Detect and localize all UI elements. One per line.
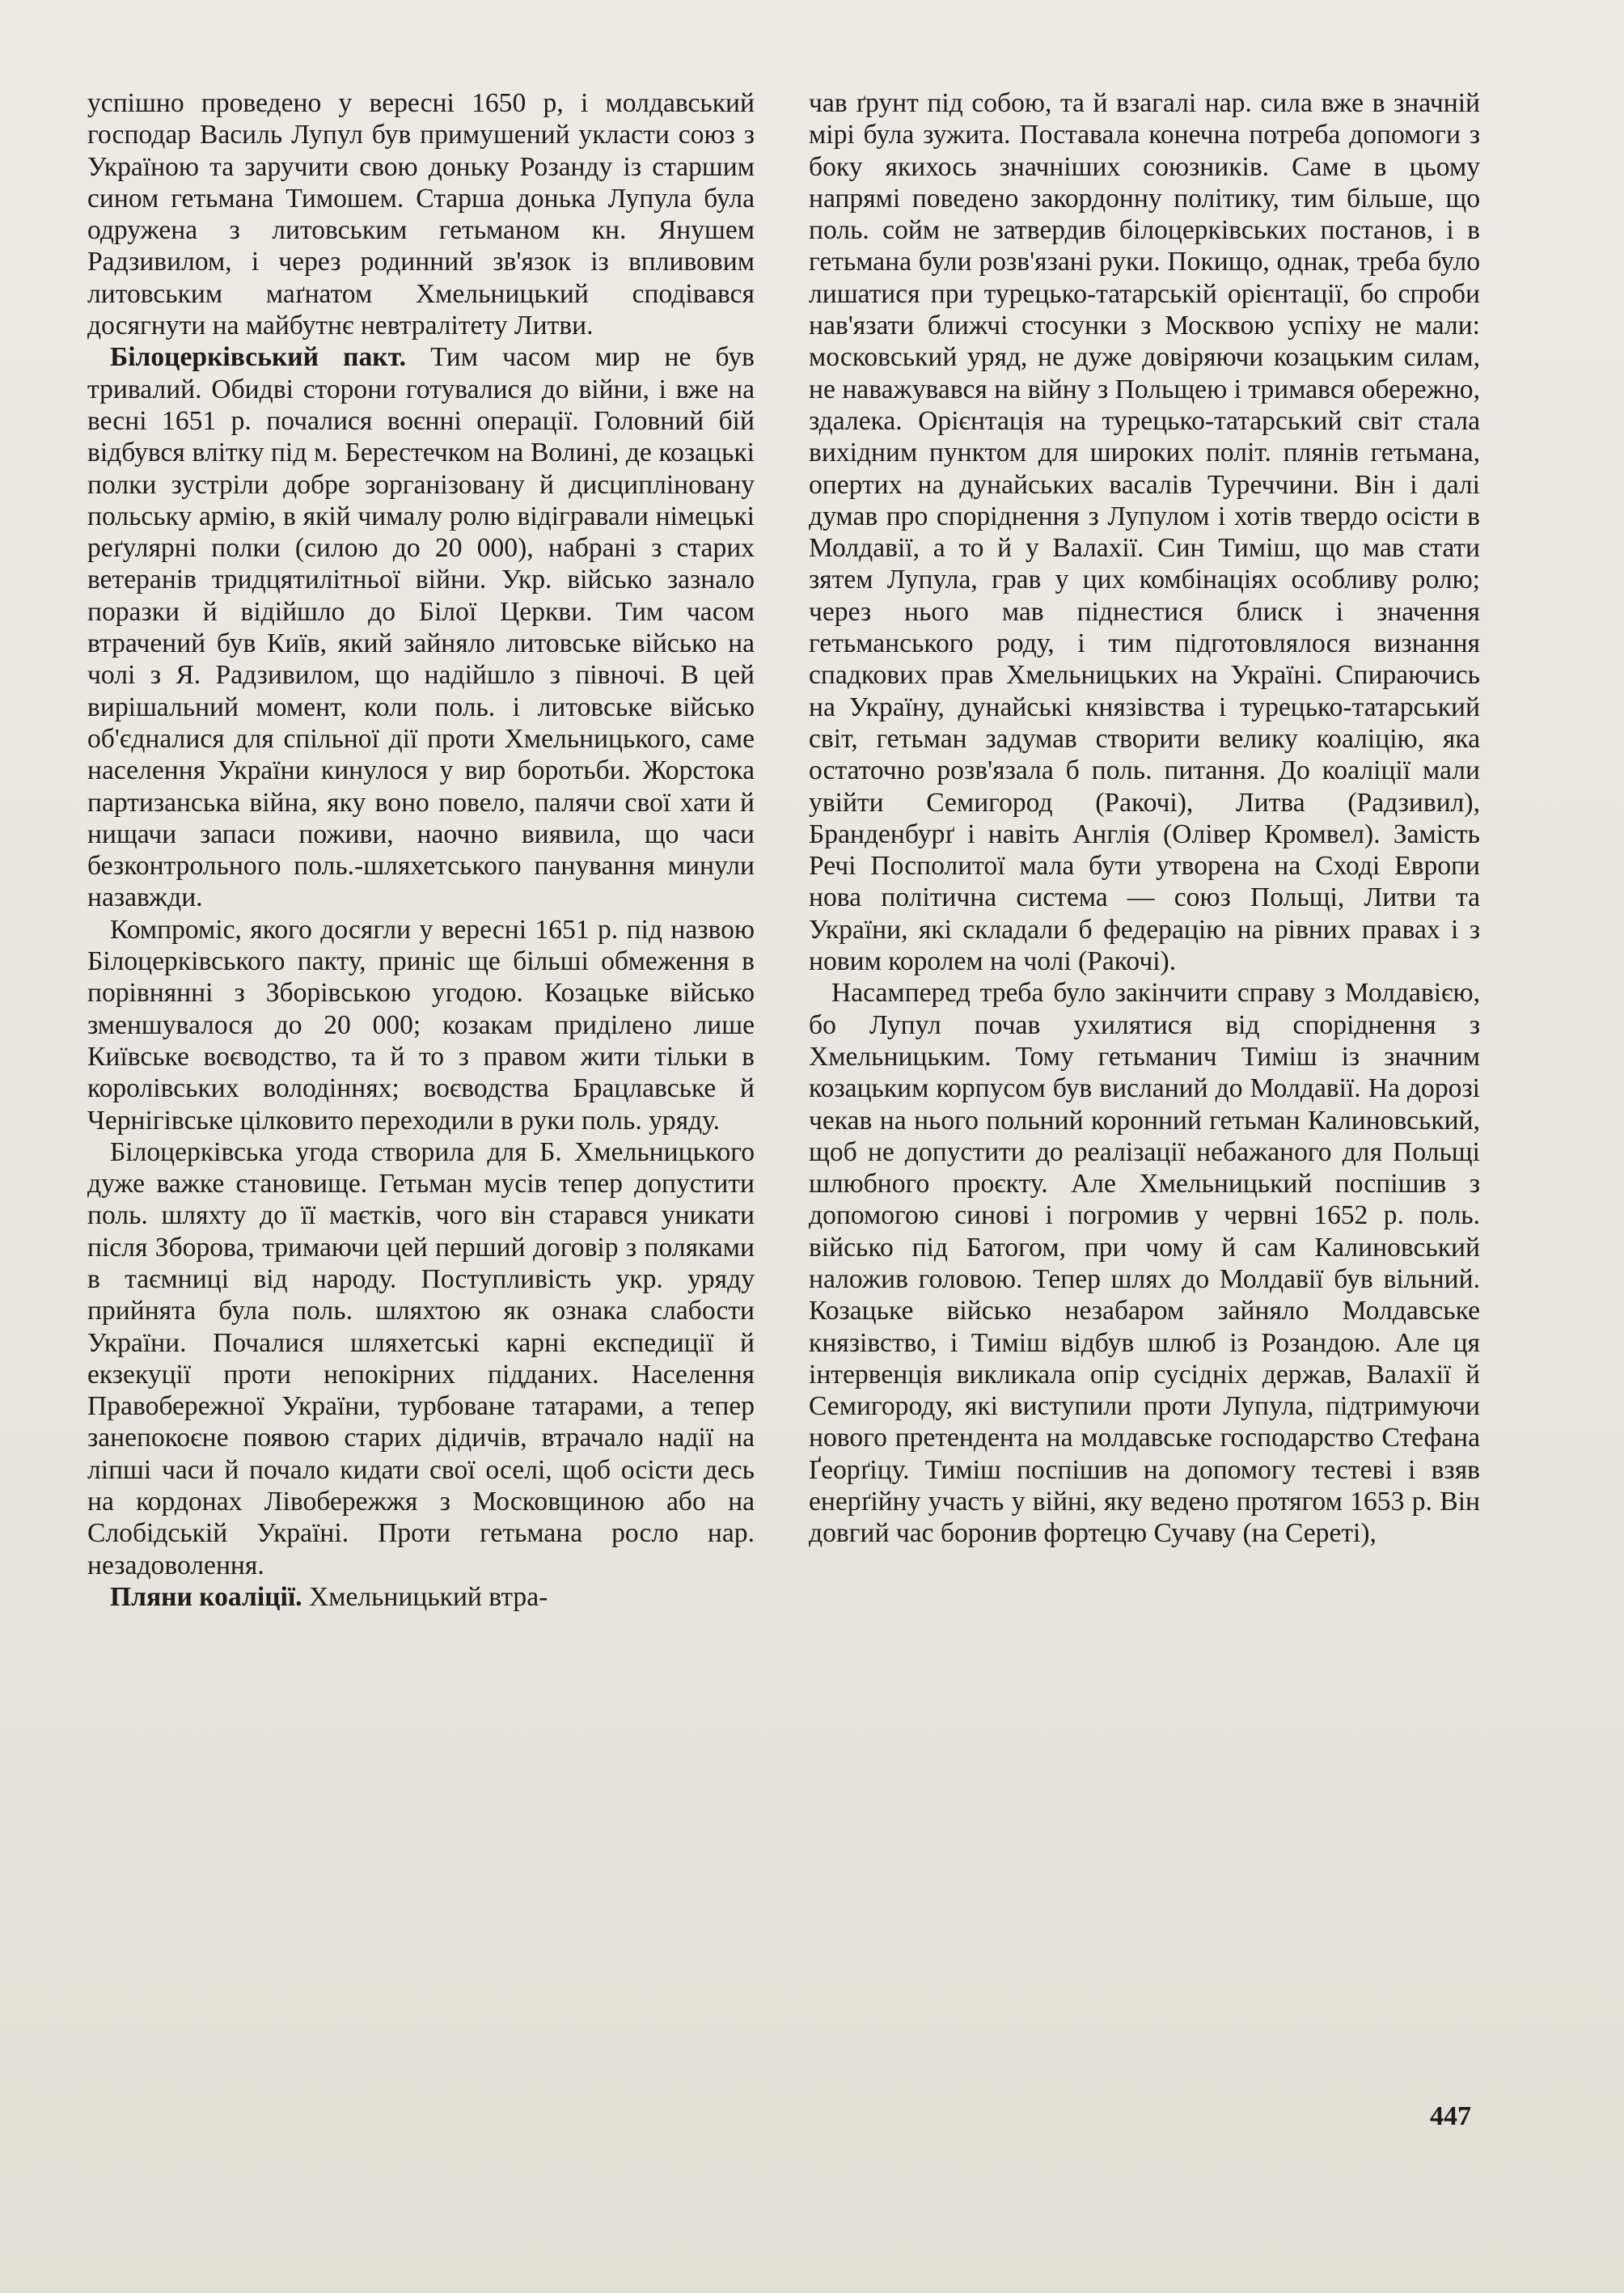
right-column: [809, 87, 1480, 1550]
paragraph-moldavian-campaign: Насамперед треба було закінчити справу з Молдавією, бо Лупул почав ухилятися від споріднення з Хмельницьким. Тому гетьманич Тиміш із значним козацьким корпусом був висланий до Молдавії. На дорозі чекав на нього польний коронний гетьман Калиновський, щоб не допустити до реалізації небажаного для Польщі шлюбного проєкту. Але Хмельницький поспішив з допомогою синові і погромив у червні 1652 р. поль. військо під Батогом, при чому й сам Калиновський наложив головою. Тепер шлях до Молдавії був вільний. Козацьке військо незабаром зайняло Молдавське князівство, і Тиміш відбув шлюб із Розандою. Але ця інтервенція викликала опір сусідніх держав, Валахії й Семигороду, які виступили проти Лупула, підтримуючи нового претендента на молдавське господарство Стефана Ґеорґіцу. Тиміш поспішив на допомогу тестеві і взяв енерґійну участь у війні, яку ведено протягом 1653 р. Він довгий час боронив фортецю Сучаву (на Сереті),: [809, 978, 1480, 1549]
paragraph-moldavia-alliance: успішно проведено у вересні 1650 р, і молдавський господар Василь Лупул був примушений укласти союз з Україною та заручити свою доньку Розанду із старшим сином гетьмана Тимошем. Старша донька Лупула була одружена з литовським гетьманом кн. Янушем Радзивилом, і через родинний зв'язок із впливовим литовським маґнатом Хмельницький сподівався досягнути на майбутнє невтралітету Литви.: [87, 88, 755, 341]
paragraph-compromise: Компроміс, якого досягли у вересні 1651 р. під назвою Білоцерківського пакту, приніс ще більші обмеження в порівнянні з Зборівською угодою. Козацьке військо зменшувалося до 20 000; козакам приділено лише Київське воєводство, та й то з правом жити тільки в королівських володіннях; воєводства Брацлавське й Чернігівське цілковито переходили в руки поль. уряду.: [87, 914, 755, 1136]
paragraph-difficult-position: Білоцерківська угода створила для Б. Хмельницького дуже важке становище. Гетьман мусів тепер допустити поль. шляхту до її маєтків, чого він старався уникати після Зборова, тримаючи цей перший договір з поляками в таємниці від народу. Поступливість укр. уряду прийнята була поль. шляхтою як ознака слабости України. Почалися шляхетські карні експедиції й екзекуції проти непокірних підданих. Населення Правобережної України, турбоване татарами, а тепер занепокоєне появою старих дідичів, втрачало надії на ліпші часи й почало кидати свої оселі, щоб осісти десь на кордонах Лівобережжя з Московщиною або на Слобідській Україні. Проти гетьмана росло нар. незадоволення.: [87, 1136, 755, 1580]
paragraph-coalition-plans: [87, 1581, 755, 1613]
paragraph-bila-tserkva-pact: [87, 341, 755, 913]
page-number: 447: [1430, 2101, 1471, 2131]
left-column: [87, 87, 755, 1613]
paragraph-text: Тим часом мир не був тривалий. Обидві сторони готувалися до війни, і вже на весні 1651 р. почалися воєнні операції. Головний бій відбувся влітку під м. Берестечком на Волині, де козацькі полки зустріли добре зорганізовану й дисципліновану польську армію, в якій чималу ролю відігравали німецькі реґулярні полки (силою до 20 000), набрані з старих ветеранів тридцятилітньої війни. Укр. військо зазнало поразки й відійшло до Білої Церкви. Тим часом втрачений був Київ, який зайняло литовське військо на чолі з Я. Радзивилом, що надійшло з півночі. В цей вирішальний момент, коли поль. і литовське військо об'єдналися для спільної дії проти Хмельницького, саме населення України кинулося у вир боротьби. Жорстока партизанська війна, яку воно повело, палячи свої хати й нищачи запаси поживи, наочно виявила, що часи безконтрольного поль.-шляхетського панування минули назавжди.: [87, 342, 755, 913]
paragraph-text: Хмельницький втра-: [302, 1581, 548, 1612]
section-heading-coalition-plans: Пляни коаліції.: [110, 1581, 302, 1612]
paragraph-coalition-continued: чав ґрунт під собою, та й взагалі нар. сила вже в значній мірі була зужита. Поставала конечна потреба допомоги з боку якихось значніших союзників. Саме в цьому напрямі поведено закордонну політику, тим більше, що поль. сойм не затвердив білоцерківських постанов, і в гетьмана були розв'язані руки. Покищо, однак, треба було лишатися при турецько-татарській орієнтації, бо спроби нав'язати ближчі стосунки з Москвою успіху не мали: московський уряд, не дуже довіряючи козацьким силам, не наважувався на війну з Польщею і тримався обережно, здалека. Орієнтація на турецько-татарський світ стала вихідним пунктом для широких політ. плянів гетьмана, опертих на дунайських васалів Туреччини. Він і далі думав про споріднення з Лупулом і хотів твердо осісти в Молдавії, а то й у Валахії. Син Тиміш, що мав стати зятем Лупула, грав у цих комбінаціях особливу ролю; через нього мав піднестися блиск і значення гетьманського роду, і тим підготовлялося визнання спадкових прав Хмельницьких на Україні. Спираючись на Україну, дунайські князівства і турецько-татарський світ, гетьман задумав створити велику коаліцію, яка остаточно розв'язала б поль. питання. До коаліції мали увійти Семигород (Ракочі), Литва (Радзивил), Бранденбурґ і навіть Англія (Олівер Кромвел). Замість Речі Посполитої мала бути утворена на Сході Европи нова політична система — союз Польщі, Литви та України, які складали б федерацію на рівних правах і з новим королем на чолі (Ракочі).: [809, 88, 1480, 977]
section-heading-bila-tserkva-pact: Білоцерківський пакт.: [110, 342, 406, 373]
